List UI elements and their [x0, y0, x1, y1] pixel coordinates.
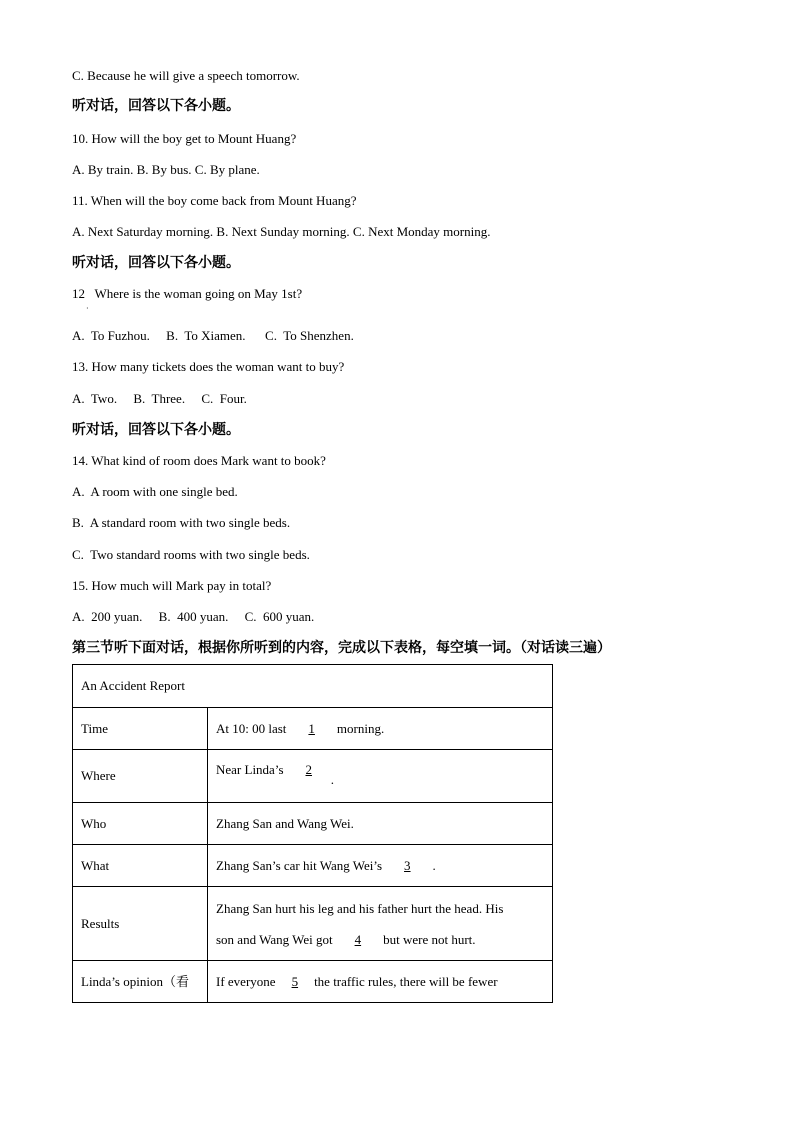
- answer-options-10: A. By train. B. By bus. C. By plane.: [72, 162, 260, 177]
- table-row: [73, 961, 553, 1003]
- answer-options-12: A. To Fuzhou. B. To Xiamen. C. To Shenzhen.: [72, 328, 354, 343]
- table-row: [73, 708, 553, 750]
- row-label-opinion: Linda’s opinion（看: [73, 961, 208, 1003]
- table-row: [73, 803, 553, 845]
- blank-3: 3: [404, 857, 411, 873]
- question-12: 12 Where is the woman going on May 1st?: [72, 286, 303, 301]
- answer-options-11: A. Next Saturday morning. B. Next Sunday morning. C. Next Monday morning.: [72, 224, 491, 239]
- row-label-time: Time: [73, 708, 208, 750]
- text-segment: but were not hurt.: [379, 931, 476, 947]
- blank-5: 5: [291, 973, 299, 989]
- blank-4: 4: [354, 931, 362, 947]
- question-10: 10. How will the boy get to Mount Huang?: [72, 131, 297, 146]
- table-row: [73, 845, 553, 887]
- accident-report-table: [72, 664, 553, 1003]
- results-line-1: Zhang San hurt his leg and his father hurt the head. His: [216, 900, 504, 916]
- text-segment: At 10: 00 last: [216, 720, 290, 736]
- row-value-where: [208, 750, 553, 803]
- table-row: [73, 887, 553, 961]
- row-label-results: Results: [73, 887, 208, 961]
- answer-options-15: A. 200 yuan. B. 400 yuan. C. 600 yuan.: [72, 609, 315, 624]
- question-11: 11. When will the boy come back from Mount Huang?: [72, 193, 357, 208]
- question-13: 13. How many tickets does the woman want to buy?: [72, 359, 345, 374]
- text-segment: .: [429, 857, 436, 873]
- text-segment: son and Wang Wei got: [216, 931, 336, 947]
- blank-2: 2: [305, 762, 313, 777]
- text-segment: Near Linda’s: [216, 762, 287, 777]
- answer-option-14a: A. A room with one single bed.: [72, 484, 238, 499]
- answer-options-13: A. Two. B. Three. C. Four.: [72, 391, 247, 406]
- row-label-where: Where: [73, 750, 208, 803]
- row-value-what: [208, 845, 553, 887]
- text-segment: If everyone: [216, 973, 279, 989]
- table-row: [73, 750, 553, 803]
- text-segment: the traffic rules, there will be fewer: [310, 973, 498, 989]
- section-heading: 听对话，回答以下各小题。: [72, 255, 240, 271]
- row-value-time: [208, 708, 553, 750]
- table-title: An Accident Report: [73, 665, 553, 708]
- row-label-what: What: [73, 845, 208, 887]
- option-c-line: C. Because he will give a speech tomorrow.: [72, 68, 300, 83]
- row-value-who: Zhang San and Wang Wei.: [208, 803, 553, 845]
- text-segment: .: [330, 772, 335, 787]
- answer-option-14b: B. A standard room with two single beds.: [72, 515, 291, 530]
- section-heading: 听对话，回答以下各小题。: [72, 98, 240, 114]
- row-value-results: [208, 887, 553, 961]
- section-3-heading: 第三节听下面对话，根据你所听到的内容，完成以下表格，每空填一词。（对话读三遍）: [72, 640, 611, 656]
- text-segment: morning.: [333, 720, 385, 736]
- stray-dot-mark: ·: [86, 304, 89, 313]
- row-value-opinion: [208, 961, 553, 1003]
- section-heading: 听对话，回答以下各小题。: [72, 422, 240, 438]
- table-title-row: [73, 665, 553, 708]
- text-segment: Zhang San’s car hit Wang Wei’s: [216, 857, 386, 873]
- results-line-2: [216, 924, 544, 955]
- question-14: 14. What kind of room does Mark want to book?: [72, 453, 326, 468]
- question-15: 15. How much will Mark pay in total?: [72, 578, 272, 593]
- blank-1: 1: [308, 720, 315, 736]
- row-label-who: Who: [73, 803, 208, 845]
- answer-option-14c: C. Two standard rooms with two single beds.: [72, 547, 310, 562]
